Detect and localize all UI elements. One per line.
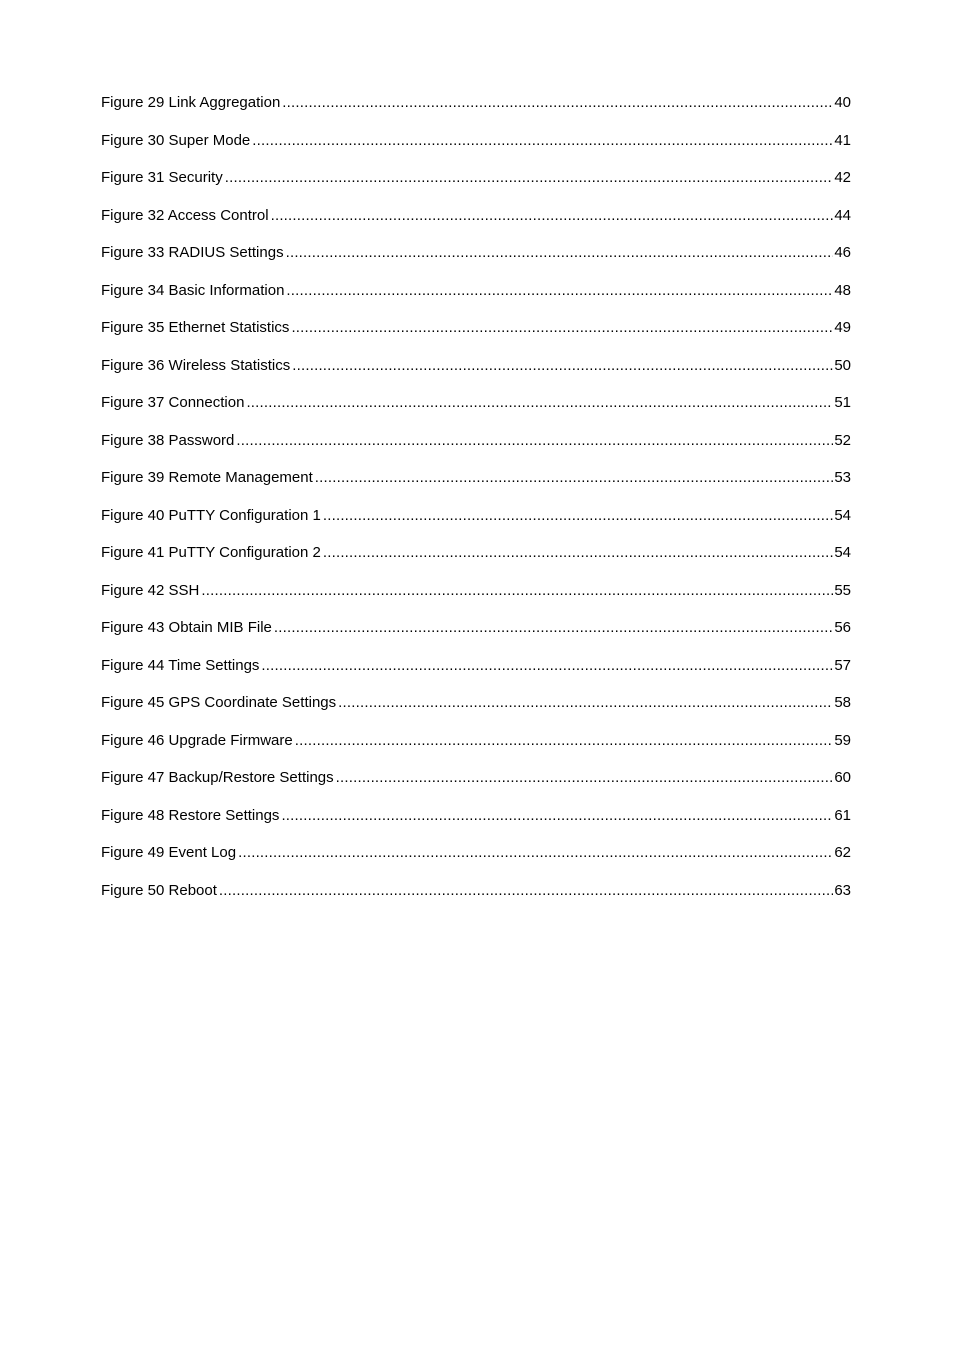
toc-dot-leader: [281, 805, 833, 827]
toc-entry[interactable]: [101, 542, 851, 580]
toc-entry-title: Figure 44 Time Settings: [101, 656, 260, 674]
toc-entry-title: Figure 42 SSH: [101, 581, 200, 599]
toc-dot-leader: [291, 317, 833, 339]
toc-entry-title: Figure 45 GPS Coordinate Settings: [101, 694, 337, 711]
toc-dot-leader: [252, 130, 833, 152]
toc-entry[interactable]: [101, 205, 851, 243]
toc-dot-leader: [286, 280, 833, 302]
toc-entry[interactable]: [101, 692, 851, 730]
toc-entry[interactable]: [101, 355, 851, 393]
toc-entry-page: 41: [834, 131, 851, 149]
toc-dot-leader: [238, 842, 833, 864]
toc-dot-leader: [225, 167, 834, 189]
toc-entry[interactable]: [101, 317, 851, 355]
toc-entry-title: Figure 46 Upgrade Firmware: [101, 731, 293, 749]
toc-dot-leader: [261, 655, 833, 677]
toc-entry[interactable]: [101, 392, 851, 430]
toc-entry-page: 54: [834, 506, 851, 524]
toc-entry[interactable]: [101, 842, 851, 880]
toc-dot-leader: [282, 92, 833, 114]
toc-entry-page: 55: [834, 581, 851, 599]
toc-entry-page: 51: [834, 394, 851, 411]
toc-dot-leader: [323, 542, 833, 564]
toc-entry-title: Figure 49 Event Log: [101, 844, 237, 861]
toc-dot-leader: [219, 880, 833, 902]
toc-entry-title: Figure 38 Password: [101, 431, 235, 449]
toc-entry-page: 50: [834, 356, 851, 374]
toc-entry[interactable]: [101, 242, 851, 280]
toc-entry-title: Figure 41 PuTTY Configuration 2: [101, 544, 321, 561]
toc-entry-page: 62: [834, 844, 851, 861]
toc-entry[interactable]: [101, 580, 851, 618]
toc-dot-leader: [336, 767, 834, 789]
toc-entry-page: 59: [834, 731, 851, 749]
toc-entry-title: Figure 36 Wireless Statistics: [101, 356, 291, 374]
toc-entry[interactable]: [101, 767, 851, 805]
toc-entry-title: Figure 29 Link Aggregation: [101, 94, 281, 111]
toc-dot-leader: [286, 242, 834, 264]
toc-entry-page: 53: [834, 469, 851, 486]
toc-entry-page: 54: [834, 544, 851, 561]
toc-dot-leader: [246, 392, 833, 414]
toc-entry-page: 58: [834, 694, 851, 711]
toc-dot-leader: [315, 467, 834, 489]
toc-entry-page: 44: [834, 206, 851, 224]
toc-entry-title: Figure 30 Super Mode: [101, 131, 251, 149]
toc-dot-leader: [236, 430, 833, 452]
toc-entry[interactable]: [101, 92, 851, 130]
toc-dot-leader: [295, 730, 834, 752]
toc-dot-leader: [292, 355, 833, 377]
toc-entry[interactable]: [101, 655, 851, 693]
toc-dot-leader: [271, 205, 834, 227]
toc-entry-title: Figure 33 RADIUS Settings: [101, 244, 284, 261]
toc-entry-title: Figure 43 Obtain MIB File: [101, 619, 272, 636]
toc-entry-title: Figure 31 Security: [101, 169, 223, 186]
toc-entry-page: 49: [834, 319, 851, 336]
toc-entry-page: 42: [834, 169, 851, 186]
toc-dot-leader: [338, 692, 833, 714]
toc-entry[interactable]: [101, 167, 851, 205]
toc-entry-page: 61: [834, 806, 851, 824]
toc-entry[interactable]: [101, 430, 851, 468]
toc-entry[interactable]: [101, 805, 851, 843]
toc-dot-leader: [323, 505, 833, 527]
toc-entry-title: Figure 37 Connection: [101, 394, 245, 411]
toc-entry[interactable]: [101, 467, 851, 505]
toc-dot-leader: [274, 617, 833, 639]
toc-entry-page: 63: [834, 881, 851, 899]
toc-entry[interactable]: [101, 617, 851, 655]
toc-entry-page: 52: [834, 431, 851, 449]
toc-entry-title: Figure 48 Restore Settings: [101, 806, 280, 824]
toc-entry-page: 48: [834, 281, 851, 299]
toc-entry-title: Figure 39 Remote Management: [101, 469, 313, 486]
toc-entry-title: Figure 34 Basic Information: [101, 281, 285, 299]
toc-entry-page: 56: [834, 619, 851, 636]
toc-entry-page: 60: [834, 769, 851, 786]
toc-entry[interactable]: [101, 280, 851, 318]
toc-dot-leader: [201, 580, 833, 602]
toc-entry[interactable]: [101, 880, 851, 918]
toc-entry-page: 46: [834, 244, 851, 261]
toc-entry-title: Figure 40 PuTTY Configuration 1: [101, 506, 321, 524]
toc-entry-title: Figure 35 Ethernet Statistics: [101, 319, 290, 336]
toc-entry[interactable]: [101, 730, 851, 768]
toc-entry[interactable]: [101, 505, 851, 543]
toc-entry-title: Figure 47 Backup/Restore Settings: [101, 769, 334, 786]
toc-entry-page: 40: [834, 94, 851, 111]
toc-entry-title: Figure 32 Access Control: [101, 206, 269, 224]
toc-entry-page: 57: [834, 656, 851, 674]
list-of-figures: [101, 92, 851, 917]
toc-entry-title: Figure 50 Reboot: [101, 881, 217, 899]
toc-entry[interactable]: [101, 130, 851, 168]
